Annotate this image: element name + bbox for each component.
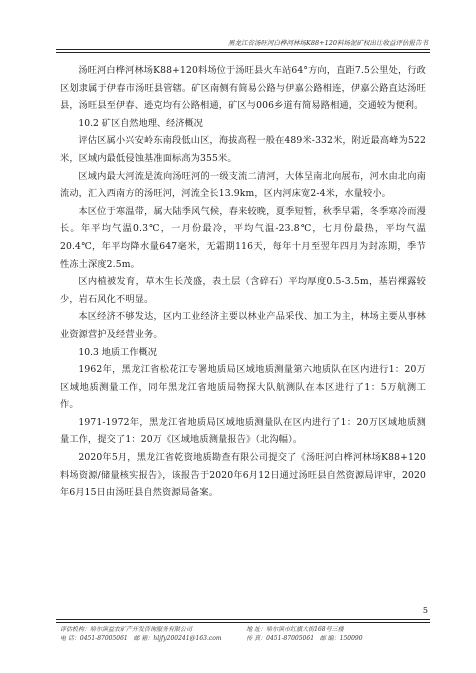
header-rule-thick [56, 49, 430, 50]
footer-row-1 [60, 625, 428, 634]
paragraph-survey-1971: 1971-1972年，黑龙江省地质局区域地质测量队在区内进行了1：20万区域地质测量工作，提交了1：20万《区域地质测量报告》（北沟幅）。 [60, 416, 426, 446]
footer-phone: 电 话：0451-87005061 [60, 635, 128, 642]
paragraph-climate: 本区位于寒温带，属大陆季风气候，春来较晚，夏季短暂，秋季早霜，冬季寒冷而漫长。年平均气温0.3℃，一月份最冷，平均气温-23.8℃，七月份最热，平均气温20.4℃，年平均降水量647毫米，无霜期116天，每年十月至翌年四月为封冻期，季节性冻土深度2.5m。 [60, 205, 426, 270]
paragraph-terrain: 评估区属小兴安岭东南段低山区，海拔高程一般在489米-332米，附近最高峰为522米，区域内最低侵蚀基准面标高为355米。 [60, 135, 426, 164]
paragraph-economy: 本区经济不够发达，区内工业经济主要以林业产品采伐、加工为主，林场主要从事林业资源营护及经营业务。 [60, 311, 426, 340]
paragraph-survey-1962: 1962年，黑龙江省松花江专署地质局区域地质测量第六地质队在区内进行1：20万区域地质测量工作，同年黑龙江省地质局物探大队航测队在本区进行了1：5万航测工作。 [60, 364, 426, 411]
paragraph-river: 区域内最大河流是流向汤旺河的一级支流二清河，大体呈南北向展布，河水由北向南流动，汇入西南方的汤旺河，河流全长13.9km，区内河床宽2-4米，水量较小。 [60, 170, 426, 200]
footer-postcode: 邮 编：150090 [319, 635, 363, 642]
page-number: 5 [422, 606, 428, 615]
footer-email: 邮 箱：hljfy200241@163.com [133, 635, 222, 642]
footer-fax: 传 真：0451-87005061 [246, 635, 315, 642]
section-heading-10-3: 10.3 地质工作概况 [78, 346, 157, 358]
footer-row-2 [60, 634, 428, 643]
section-heading-10-2: 10.2 矿区自然地理、经济概况 [78, 117, 203, 129]
paragraph-report-2020: 2020年5月，黑龙江省乾资地质勘查有限公司提交了《汤旺河白桦河林场K88+120料场资源/储量核实报告》，该报告于2020年6月12日通过汤旺县自然资源局评审，2020年6月15日由汤旺县自然资源局备案。 [60, 452, 426, 499]
footer-contact-left [60, 634, 246, 643]
footer-agency: 评估机构：哈尔滨益农矿产开发咨询服务有限公司 [60, 626, 193, 633]
page-footer [60, 625, 428, 643]
document-body [60, 62, 426, 502]
footer-address: 地 址：哈尔滨市红旗大街168号三楼 [246, 626, 344, 633]
footer-contact-right [246, 634, 428, 643]
page-header: 黑龙江省汤旺河白桦河林场K88+120料场泥矿权出让收益评估报告书 [228, 39, 428, 47]
paragraph-vegetation: 区内植被发育，草木生长茂盛，表土层（含碎石）平均厚度0.5-3.5m，基岩裸露较少，岩石风化不明显。 [60, 276, 426, 305]
footer-rule-thin [56, 619, 430, 620]
header-rule-thin [56, 52, 430, 53]
paragraph-location: 汤旺河白桦河林场K88+120料场位于汤旺县火车站64°方向，直距7.5公里处，行政区划隶属于伊春市汤旺县管辖。矿区南侧有简易公路与伊嘉公路相连，伊嘉公路直达汤旺县，汤旺县至伊春、逊克均有公路相通，矿区与006乡道有简易路相通，交通较为便利。 [60, 65, 426, 112]
footer-rule-thick [56, 622, 430, 623]
